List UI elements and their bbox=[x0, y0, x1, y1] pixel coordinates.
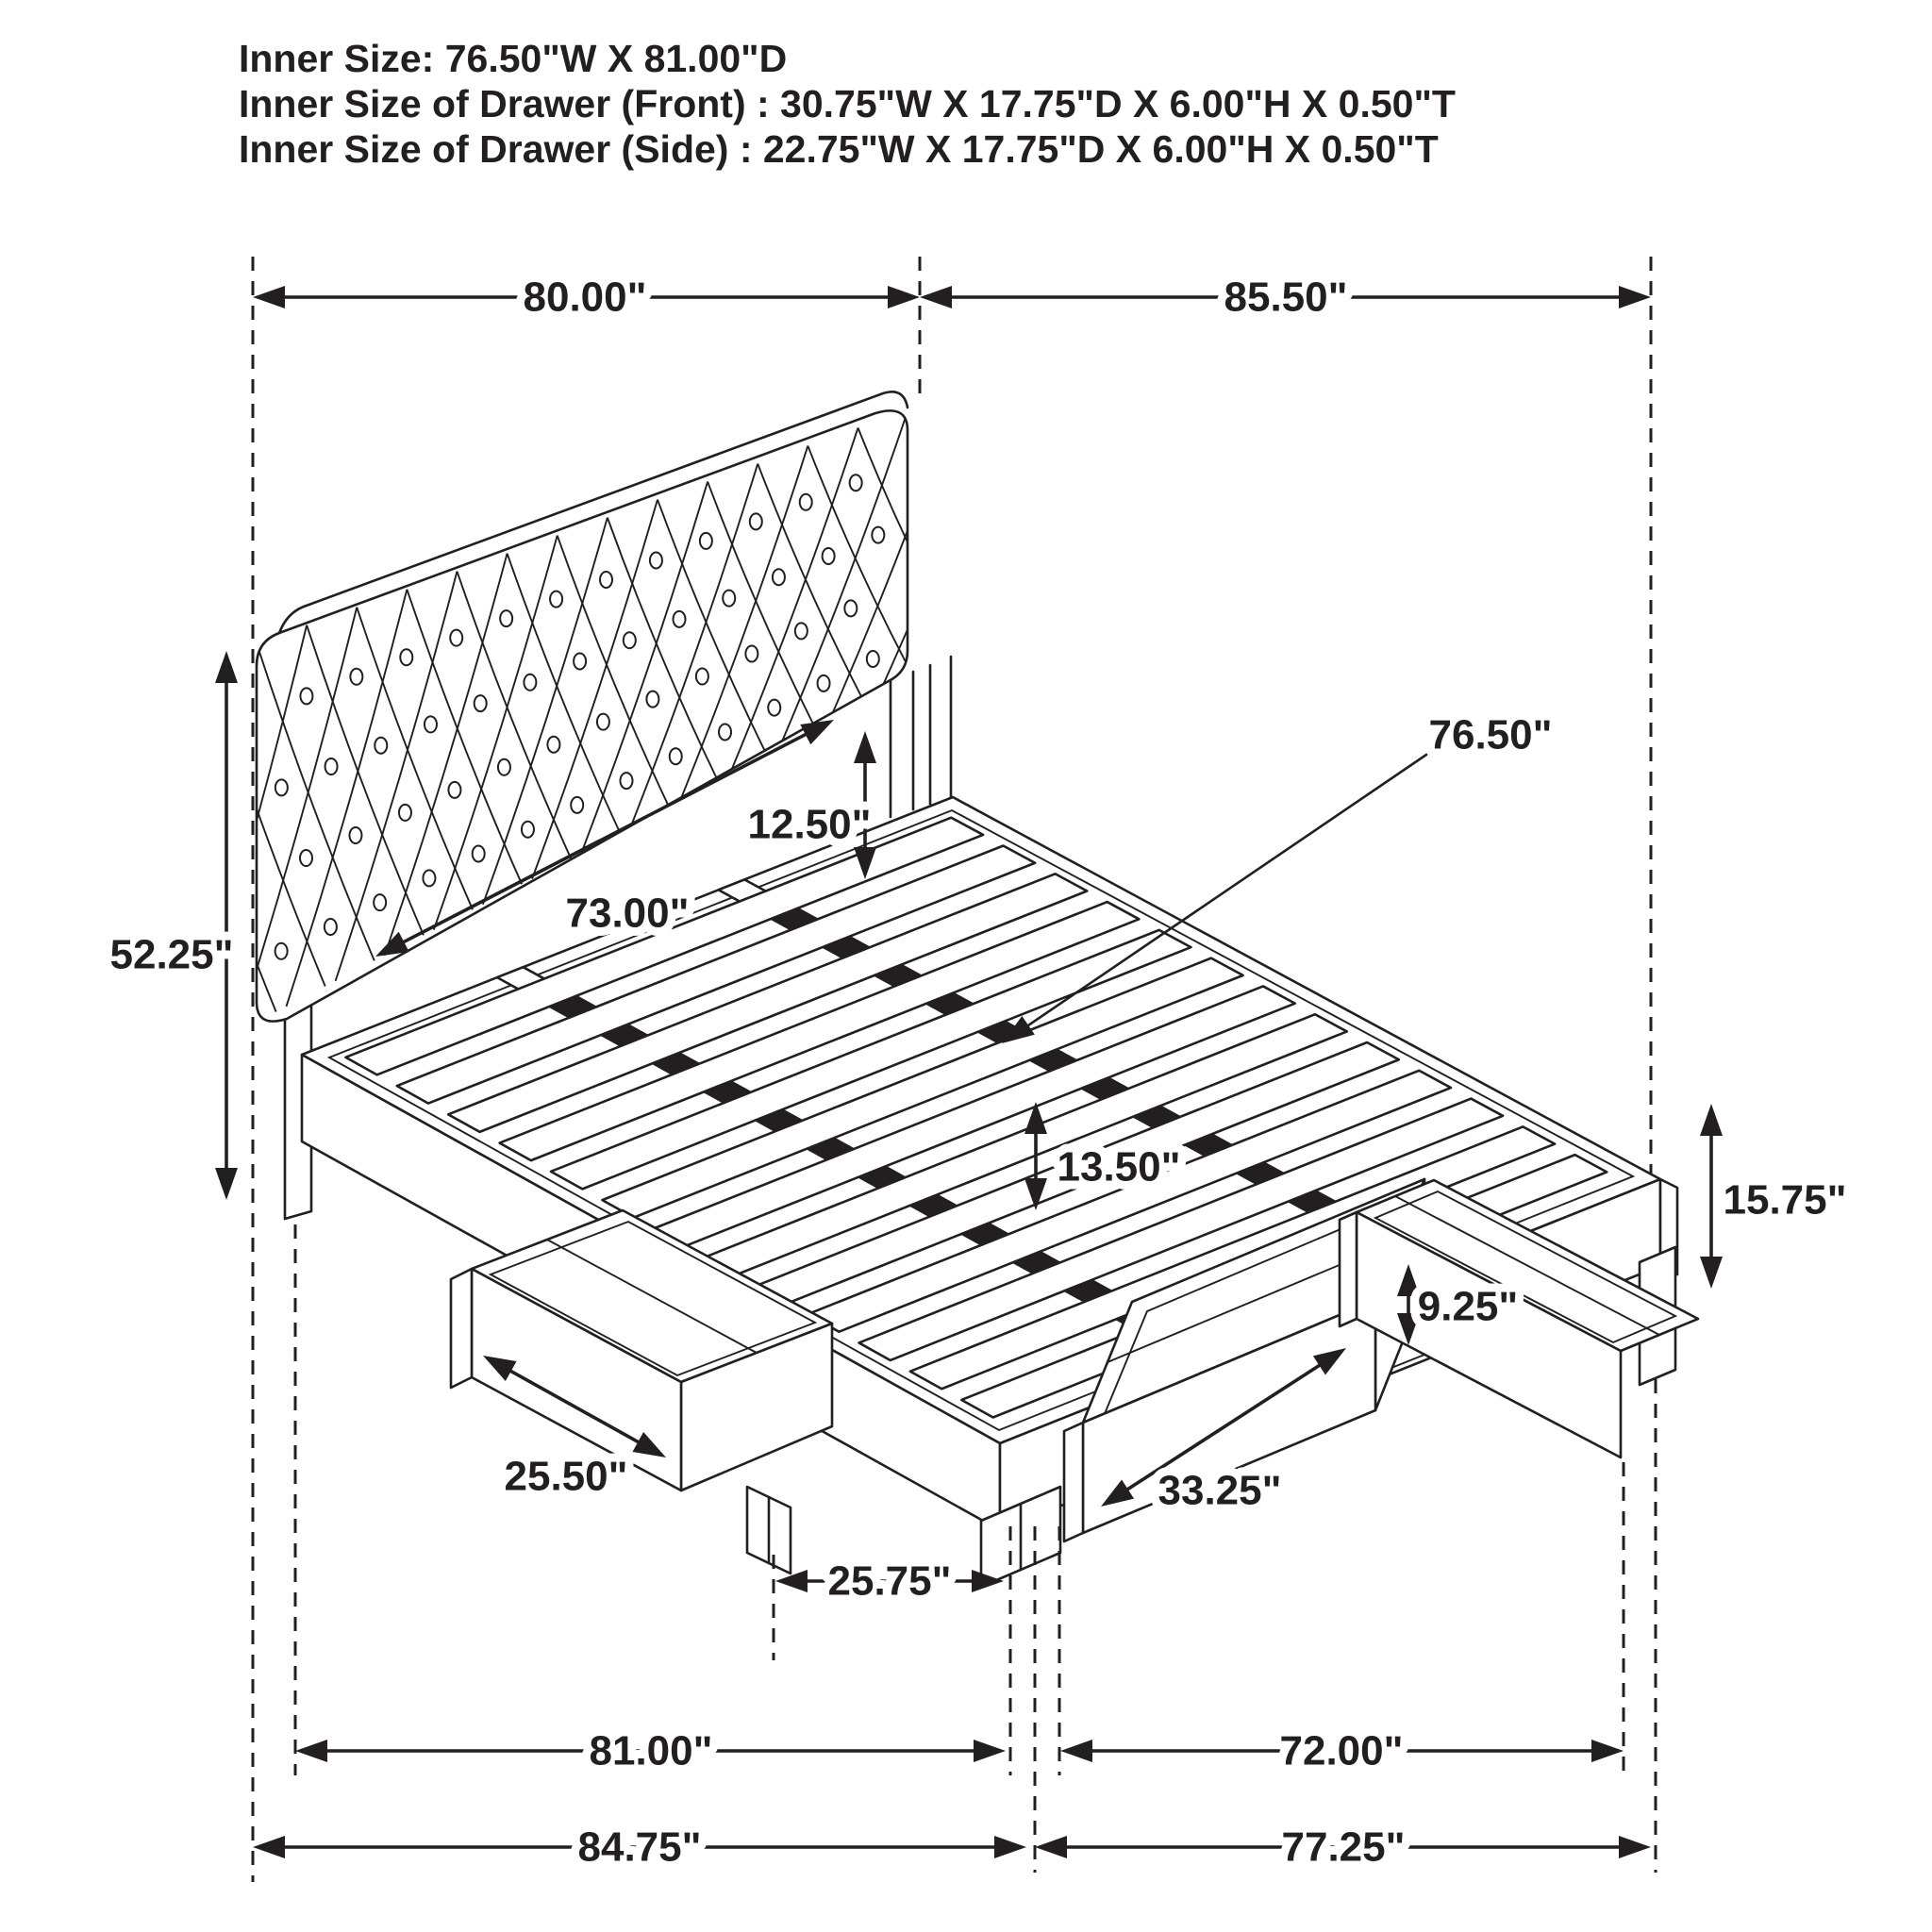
dim-drawer-height: 9.25" bbox=[1417, 1283, 1519, 1330]
dim-inner-left: 81.00" bbox=[589, 1727, 713, 1774]
dim-slat-span: 76.50" bbox=[1428, 711, 1553, 758]
title-drawer-front: Inner Size of Drawer (Front) : 30.75"W X 17.75"D X 6.00"H X 0.50"T bbox=[239, 82, 1456, 125]
dim-frame-height: 15.75" bbox=[1723, 1176, 1847, 1224]
dim-side-drawer: 25.50" bbox=[504, 1453, 628, 1500]
title-drawer-side: Inner Size of Drawer (Side) : 22.75"W X 17.75"D X 6.00"H X 0.50"T bbox=[239, 127, 1439, 171]
dim-outer-left: 84.75" bbox=[577, 1824, 702, 1871]
title-block bbox=[239, 37, 1456, 171]
dim-front-drawer: 33.25" bbox=[1158, 1467, 1282, 1514]
dim-outer-right: 77.25" bbox=[1281, 1824, 1406, 1871]
dim-leg-spacing: 25.75" bbox=[827, 1557, 952, 1605]
dim-inner-right: 72.00" bbox=[1279, 1727, 1404, 1774]
dim-rail-gap: 12.50" bbox=[747, 801, 872, 848]
dim-headboard-width: 80.00" bbox=[523, 274, 647, 321]
dim-platform-height: 13.50" bbox=[1057, 1143, 1181, 1191]
title-inner-size: Inner Size: 76.50"W X 81.00"D bbox=[239, 37, 788, 80]
dim-bed-length: 85.50" bbox=[1224, 274, 1348, 321]
dim-headboard-panel: 73.00" bbox=[565, 890, 690, 937]
dim-headboard-height: 52.25" bbox=[109, 931, 234, 978]
